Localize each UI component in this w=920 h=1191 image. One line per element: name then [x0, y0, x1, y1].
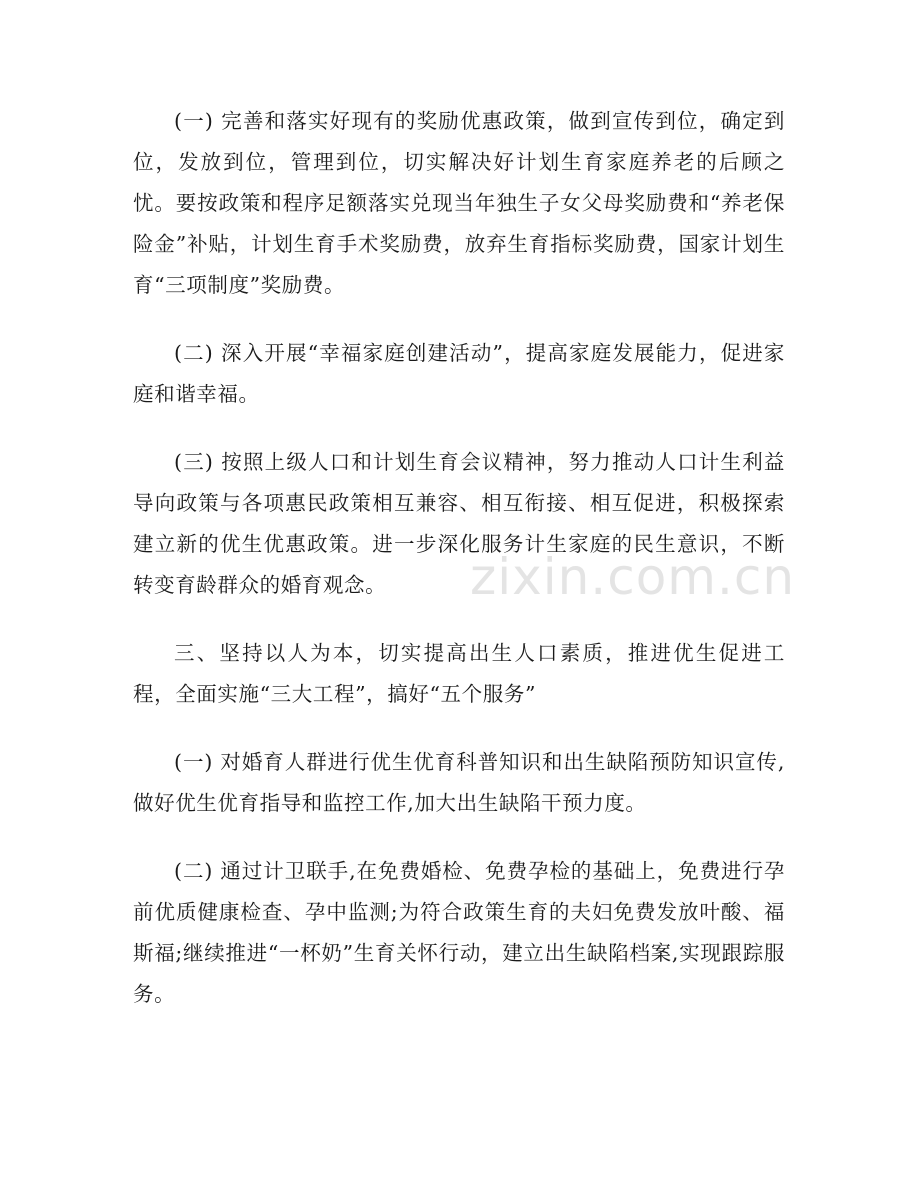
paragraph-improve-rewards: (一) 完善和落实好现有的奖励优惠政策，做到宣传到位，确定到位，发放到位，管理到位，切实解决好计划生育家庭养老的后顾之忧。要按政策和程序足额落实兑现当年独生子女父母奖励费和“养老保险金”补贴，计划生育手术奖励费，放弃生育指标奖励费，国家计划生育“三项制度”奖励费。: [133, 109, 785, 297]
paragraph-happy-family: (二) 深入开展“幸福家庭创建活动”，提高家庭发展能力，促进家庭和谐幸福。: [133, 341, 785, 406]
watermark: zixin.com.cn: [470, 548, 796, 606]
paragraph-eugenics-education: (一) 对婚育人群进行优生优育科普知识和出生缺陷预防知识宣传,做好优生优育指导和监控工作,加大出生缺陷干预力度。: [133, 750, 785, 815]
paragraph-free-checkups: (二) 通过计卫联手,在免费婚检、免费孕检的基础上，免费进行孕前优质健康检查、孕中监测;为符合政策生育的夫妇免费发放叶酸、福斯福;继续推进“一杯奶”生育关怀行动，建立出生缺陷档案,实现跟踪服务。: [133, 859, 785, 1006]
section-heading-three: 三、坚持以人为本，切实提高出生人口素质，推进优生促进工程，全面实施“三大工程”，搞好“五个服务”: [133, 641, 785, 706]
document-body: [133, 101, 785, 1042]
paragraph-policy-guidance: (三) 按照上级人口和计划生育会议精神，努力推动人口计生利益导向政策与各项惠民政策相互兼容、相互衔接、相互促进，积极探索建立新的优生优惠政策。进一步深化服务计生家庭的民生意识，不断转变育龄群众的婚育观念。: [133, 450, 785, 597]
